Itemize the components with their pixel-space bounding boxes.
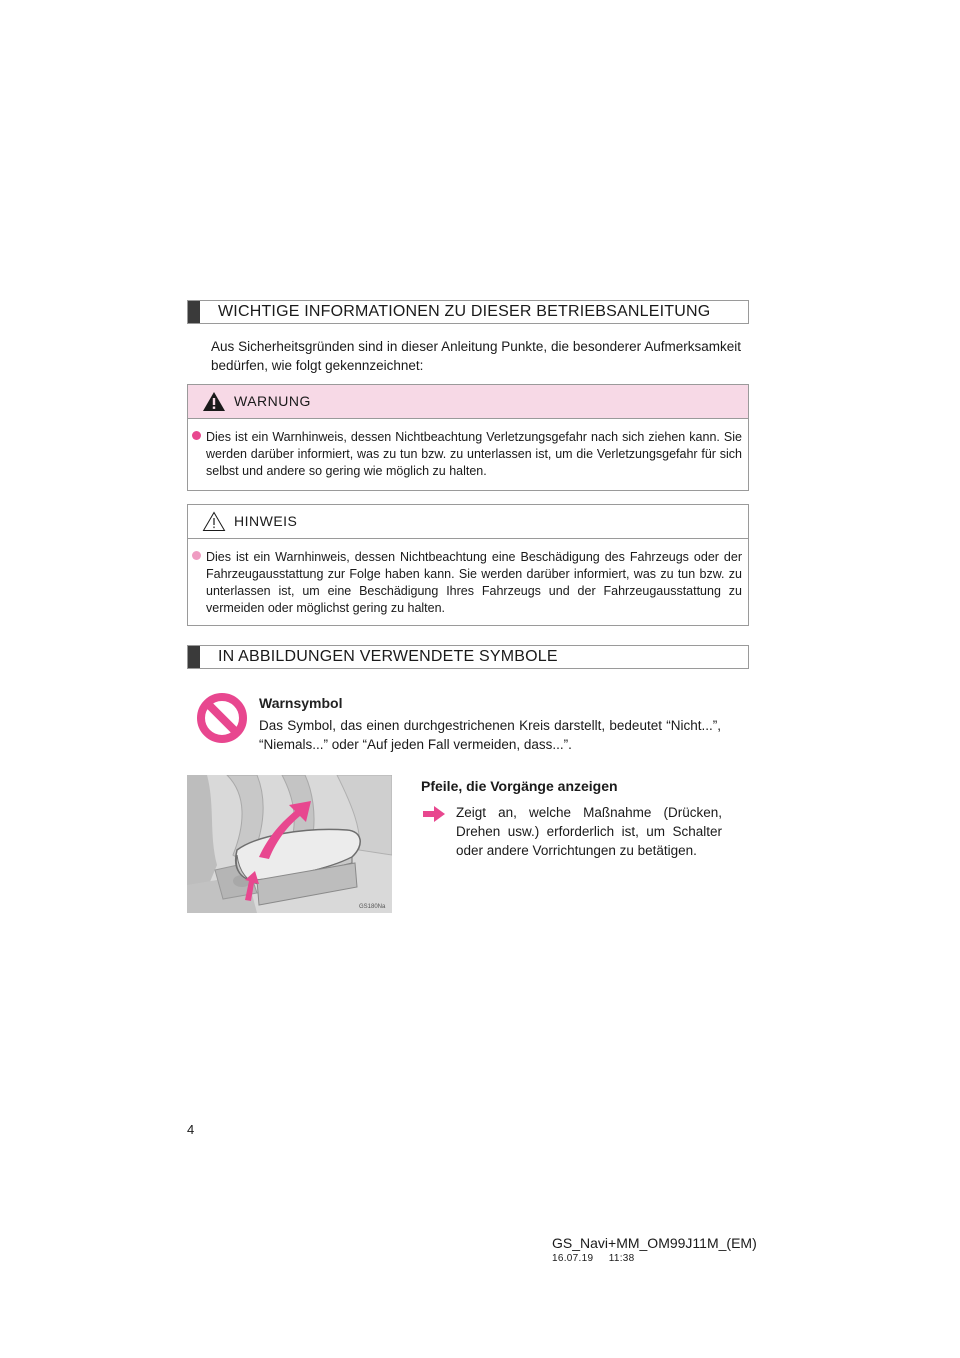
page-number: 4 <box>187 1122 195 1137</box>
armrest-illustration <box>187 775 392 913</box>
section-header-info <box>187 300 749 324</box>
warning-text: Dies ist ein Warnhinweis, dessen Nichtbeachtung Verletzungsgefahr nach sich ziehen kann. Sie werden darüber informiert, was zu tun bzw. zu unterlassen ist, um die Verletzungsgefahr für sich selbst und andere so gering wie möglich zu halten. <box>206 430 742 478</box>
warn-symbol-title: Warnsymbol <box>259 695 343 711</box>
section-header-bar <box>188 646 200 668</box>
arrows-text: Zeigt an, welche Maßnahme (Drücken, Drehen usw.) erforderlich ist, um Schalter oder andere Vorrichtungen zu betätigen. <box>456 805 722 858</box>
prohibition-icon <box>196 692 248 744</box>
intro-paragraph: Aus Sicherheitsgründen sind in dieser Anleitung Punkte, die besonderer Aufmerksamkeit bedürfen, wie folgt gekennzeichnet: <box>211 339 741 373</box>
bullet-icon <box>192 431 201 440</box>
notice-text: Dies ist ein Warnhinweis, dessen Nichtbeachtung eine Beschädigung des Fahrzeugs oder der Fahrzeugausstattung zur Folge haben kann. Sie werden darüber informiert, was zu tun bzw. zu unterlassen ist, um eine Beschädigung Ihres Fahrzeugs und der Fahrzeugausstattung zu vermeiden oder möglichst gering zu halten. <box>206 550 742 615</box>
notice-label: HINWEIS <box>234 513 298 529</box>
warning-triangle-icon <box>202 391 226 412</box>
warn-symbol-text: Das Symbol, das einen durchgestrichenen Kreis darstellt, bedeutet “Nicht...”, “Niemals...” oder “Auf jeden Fall vermeiden, dass...”. <box>259 718 721 752</box>
section-header-bar <box>188 301 200 323</box>
action-arrow-icon <box>423 806 445 822</box>
warning-header <box>188 385 748 419</box>
document-code: GS_Navi+MM_OM99J11M_(EM) <box>552 1235 757 1251</box>
warning-box <box>187 384 749 491</box>
notice-body <box>188 539 748 627</box>
notice-box <box>187 504 749 626</box>
notice-header <box>188 505 748 539</box>
warning-label: WARNUNG <box>234 393 311 409</box>
document-timestamp: 16.07.19 11:38 <box>552 1253 635 1264</box>
caution-triangle-icon <box>202 511 226 532</box>
arrows-title: Pfeile, die Vorgänge anzeigen <box>421 778 618 794</box>
warning-body <box>188 419 748 490</box>
section-header-symbols <box>187 645 749 669</box>
section-title: WICHTIGE INFORMATIONEN ZU DIESER BETRIEBSANLEITUNG <box>218 303 711 320</box>
section-title: IN ABBILDUNGEN VERWENDETE SYMBOLE <box>218 648 558 665</box>
image-code: GS180Na <box>359 904 386 910</box>
bullet-icon <box>192 551 201 560</box>
